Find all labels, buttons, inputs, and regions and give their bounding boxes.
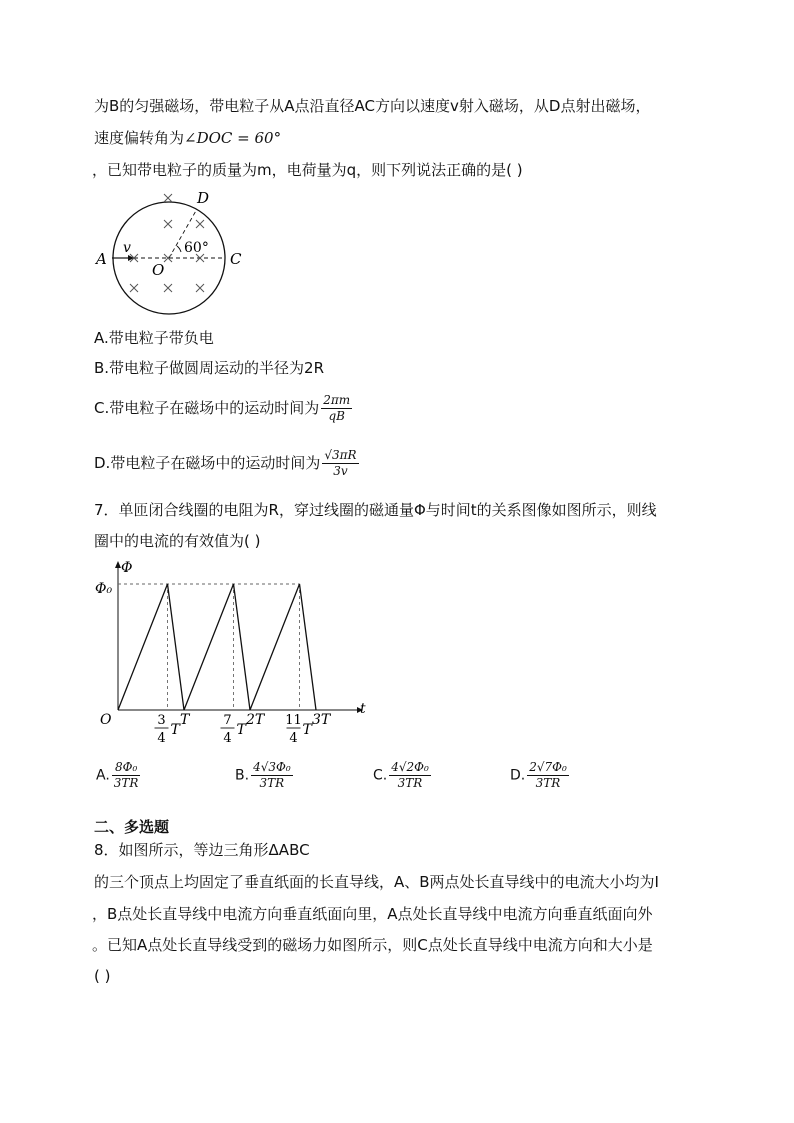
svg-text:11: 11 — [285, 713, 302, 728]
chart-series — [118, 584, 316, 710]
q6-line-1: 为B的匀强磁场，带电粒子从A点沿直径AC方向以速度v射入磁场，从D点射出磁场， — [94, 97, 651, 115]
q7-line-1: 7．单匝闭合线圈的电阻为R，穿过线圈的磁通量Φ与时间t的关系图像如图所示，则线 — [94, 501, 657, 519]
q6-option-d — [94, 448, 359, 479]
chart-tick-labels — [100, 712, 332, 746]
option-fraction — [112, 760, 141, 791]
q6-option-c-text: C.带电粒子在磁场中的运动时间为 — [94, 399, 320, 417]
angle-formula: ∠DOC = 60° — [184, 129, 282, 147]
svg-text:T: T — [236, 722, 246, 738]
x-tick-label — [285, 713, 313, 746]
x-tick-label: 2T — [246, 712, 265, 728]
label-c: C — [230, 250, 242, 268]
y-axis-label: Φ — [121, 560, 133, 576]
x-axis-label: t — [360, 701, 366, 717]
q7-option — [235, 760, 293, 791]
x-tick-label: T — [180, 712, 190, 728]
svg-text:T: T — [170, 722, 180, 738]
fraction-numerator: 8Φ₀ — [112, 760, 141, 776]
label-o: O — [152, 261, 165, 279]
svg-text:7: 7 — [223, 713, 232, 728]
fraction-denominator: 3TR — [259, 776, 285, 790]
x-tick-label — [155, 713, 182, 746]
option-fraction — [389, 760, 431, 791]
option-label: A. — [96, 767, 110, 784]
q8-line-3: ，B点处长直导线中电流方向垂直纸面向里，A点处长直导线中电流方向垂直纸面向外 — [92, 905, 653, 923]
fraction-denominator: qB — [328, 409, 345, 423]
q6-line-2-text: 速度偏转角为 — [94, 129, 185, 147]
option-label: D. — [510, 767, 526, 784]
option-fraction — [251, 760, 293, 791]
q6-option-b: B.带电粒子做圆周运动的半径为2R — [94, 359, 325, 377]
q6-line-3: ，已知带电粒子的质量为m，电荷量为q，则下列说法正确的是( ) — [92, 161, 523, 179]
angle-arc — [177, 246, 181, 252]
svg-text:4: 4 — [157, 731, 166, 746]
q7-option — [510, 760, 569, 791]
option-label: C. — [373, 767, 388, 784]
fraction-numerator: 2πm — [323, 393, 351, 407]
q8-line-1: 8．如图所示，等边三角形ΔABC — [94, 841, 310, 859]
magnetic-field-figure — [92, 186, 252, 316]
flux-time-chart — [92, 558, 382, 753]
q6-option-d-text: D.带电粒子在磁场中的运动时间为 — [94, 454, 321, 472]
q6-option-c-fraction — [321, 393, 352, 424]
q8-line-5: ( ) — [94, 967, 111, 985]
angle-label: 60° — [184, 240, 209, 256]
q7-option — [373, 760, 431, 791]
option-label: B. — [235, 767, 250, 784]
label-v: v — [123, 240, 131, 256]
q6-option-c — [94, 393, 352, 424]
fraction-numerator: 4√3Φ₀ — [253, 760, 291, 774]
option-fraction — [527, 760, 569, 791]
fraction-denominator: 3TR — [113, 776, 139, 790]
fraction-numerator: √3πR — [324, 448, 357, 462]
q7-option — [96, 760, 140, 791]
fraction-denominator: 3v — [333, 464, 348, 478]
x-tick-label: 3T — [312, 712, 331, 728]
q6-option-d-fraction — [322, 448, 358, 479]
section-title: 二、多选题 — [94, 818, 170, 836]
svg-text:4: 4 — [223, 731, 232, 746]
label-d: D — [197, 189, 210, 207]
x-tick-label — [221, 713, 248, 746]
fraction-numerator: 2√7Φ₀ — [529, 760, 567, 774]
q7-line-2: 圈中的电流的有效值为( ) — [94, 532, 261, 550]
flux-series-line — [118, 584, 316, 710]
q6-line-2 — [94, 128, 281, 148]
q6-option-a: A.带电粒子带负电 — [94, 329, 214, 347]
q8-line-2: 的三个顶点上均固定了垂直纸面的长直导线，A、B两点处长直导线中的电流大小均为I — [94, 873, 659, 891]
fraction-denominator: 3TR — [397, 776, 423, 790]
y-tick-phi0: Φ₀ — [95, 581, 113, 597]
svg-text:3: 3 — [157, 713, 166, 728]
q8-line-4: 。已知A点处长直导线受到的磁场力如图所示，则C点处长直导线中电流方向和大小是 — [92, 936, 653, 954]
x-tick-label: O — [100, 712, 112, 728]
fraction-denominator: 3TR — [535, 776, 561, 790]
label-a: A — [96, 250, 107, 268]
fraction-numerator: 4√2Φ₀ — [391, 760, 429, 774]
svg-text:4: 4 — [289, 731, 298, 746]
svg-text:T: T — [302, 722, 312, 738]
